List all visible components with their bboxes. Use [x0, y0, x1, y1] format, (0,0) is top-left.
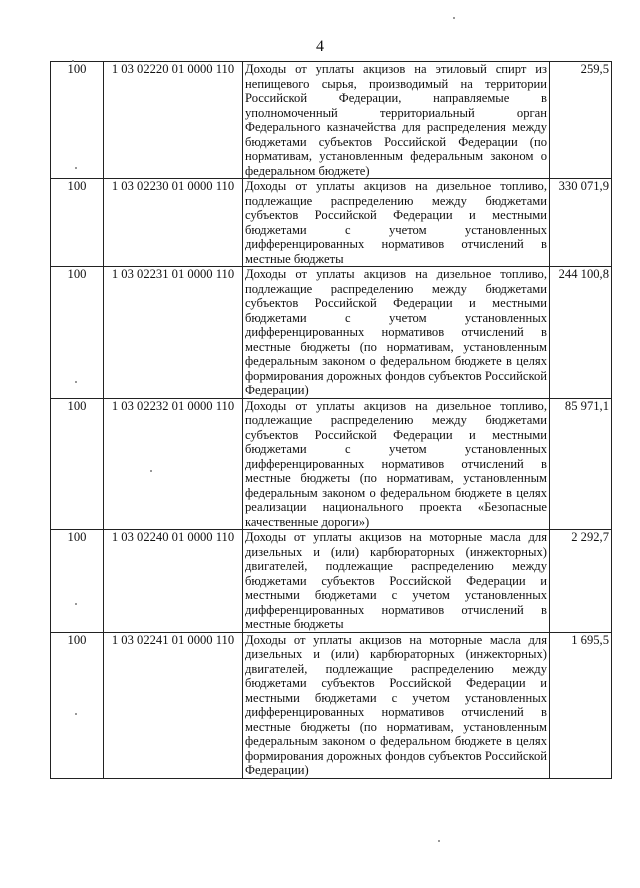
amount-cell: 1 695,5 — [550, 632, 612, 778]
kbk-code-cell: 1 03 02232 01 0000 110 — [104, 398, 243, 530]
table-row — [51, 62, 612, 179]
table-row — [51, 632, 612, 778]
scan-speck — [75, 381, 77, 383]
amount-cell: 244 100,8 — [550, 267, 612, 399]
scan-speck — [453, 17, 455, 19]
admin-code-cell: 100 — [51, 530, 104, 633]
admin-code-cell: 100 — [51, 62, 104, 179]
scan-speck — [75, 713, 77, 715]
kbk-code-cell: 1 03 02230 01 0000 110 — [104, 179, 243, 267]
scan-speck — [75, 167, 77, 169]
kbk-code-cell: 1 03 02241 01 0000 110 — [104, 632, 243, 778]
admin-code-cell: 100 — [51, 632, 104, 778]
table-row — [51, 179, 612, 267]
admin-code-cell: 100 — [51, 179, 104, 267]
amount-cell: 2 292,7 — [550, 530, 612, 633]
revenue-name-cell: Доходы от уплаты акцизов на этиловый спирт из непищевого сырья, производимый на территории Российской Федерации, направляемые в уполномоченный территориальный орган Федерального казначейства для распределения между бюджетами субъектов Российской Федерации (по нормативам, установленным федеральным законом о федеральном бюджете) — [243, 62, 550, 179]
revenue-name-cell: Доходы от уплаты акцизов на моторные масла для дизельных и (или) карбюраторных (инжекторных) двигателей, подлежащие распределению между бюджетами субъектов Российской Федерации и местными бюджетами с учетом установленных дифференцированных нормативов отчислений в местные бюджеты — [243, 530, 550, 633]
revenue-table — [50, 61, 612, 779]
revenue-name-cell: Доходы от уплаты акцизов на дизельное топливо, подлежащие распределению между бюджетами субъектов Российской Федерации и местными бюджетами с учетом установленных дифференцированных нормативов отчислений в местные бюджеты (по нормативам, установленным федеральным законом о федеральном бюджете в целях формирования дорожных фондов субъектов Российской Федерации) — [243, 267, 550, 399]
kbk-code-cell: 1 03 02220 01 0000 110 — [104, 62, 243, 179]
amount-cell: 85 971,1 — [550, 398, 612, 530]
table-row — [51, 398, 612, 530]
revenue-name-cell: Доходы от уплаты акцизов на дизельное топливо, подлежащие распределению между бюджетами субъектов Российской Федерации и местными бюджетами с учетом установленных дифференцированных нормативов отчислений в местные бюджеты — [243, 179, 550, 267]
table-row — [51, 530, 612, 633]
amount-cell: 259,5 — [550, 62, 612, 179]
amount-cell: 330 071,9 — [550, 179, 612, 267]
page-number: 4 — [316, 38, 324, 55]
scan-speck — [438, 840, 440, 842]
table-row — [51, 267, 612, 399]
revenue-name-cell: Доходы от уплаты акцизов на дизельное топливо, подлежащие распределению между бюджетами субъектов Российской Федерации и местными бюджетами с учетом установленных дифференцированных нормативов отчислений в местные бюджеты (по нормативам, установленным федеральным законом о федеральном бюджете в целях реализации национального проекта «Безопасные качественные дороги») — [243, 398, 550, 530]
admin-code-cell: 100 — [51, 398, 104, 530]
scan-speck — [75, 603, 77, 605]
revenue-name-cell: Доходы от уплаты акцизов на моторные масла для дизельных и (или) карбюраторных (инжекторных) двигателей, подлежащие распределению между бюджетами субъектов Российской Федерации и местными бюджетами с учетом установленных дифференцированных нормативов отчислений в местные бюджеты (по нормативам, установленным федеральным законом о федеральном бюджете в целях формирования дорожных фондов субъектов Российской Федерации) — [243, 632, 550, 778]
revenue-table-body — [51, 62, 612, 779]
scan-speck — [72, 60, 74, 62]
scan-speck — [150, 470, 152, 472]
admin-code-cell: 100 — [51, 267, 104, 399]
kbk-code-cell: 1 03 02231 01 0000 110 — [104, 267, 243, 399]
kbk-code-cell: 1 03 02240 01 0000 110 — [104, 530, 243, 633]
